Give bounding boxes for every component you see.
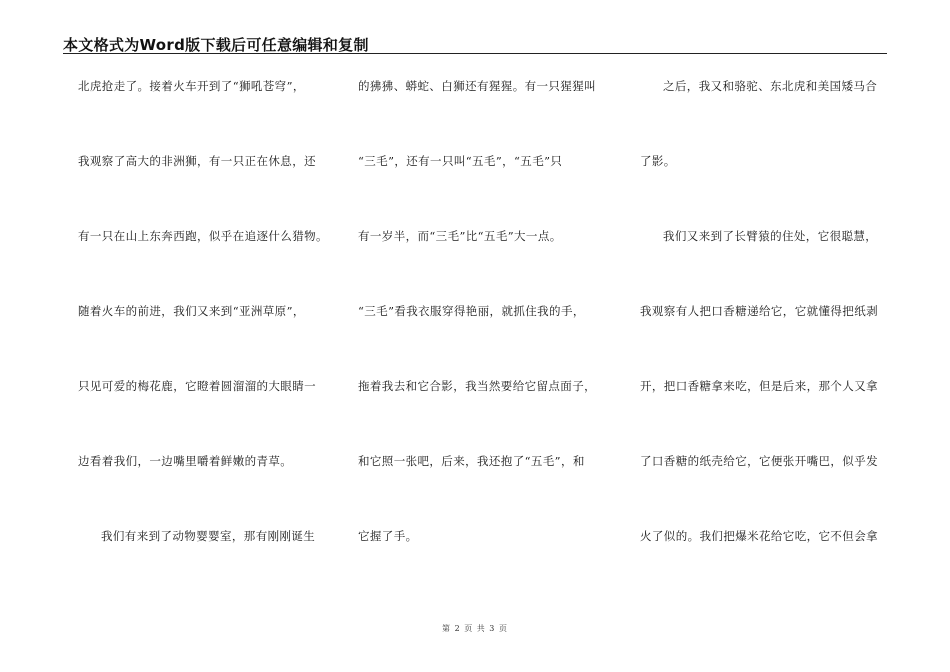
text-line: 了口香糖的纸壳给它，它便张开嘴巴，似乎发 bbox=[640, 454, 878, 468]
text-line: 只见可爱的梅花鹿，它瞪着圆溜溜的大眼睛一 bbox=[78, 379, 316, 393]
page-number-footer: 第 2 页 共 3 页 bbox=[442, 624, 508, 633]
text-line: 有一只在山上东奔西跑，似乎在追逐什么猎物。 bbox=[78, 229, 328, 243]
text-column-1 bbox=[78, 77, 333, 602]
header-divider bbox=[63, 53, 887, 54]
paragraph-start-line: 之后，我又和骆驼、东北虎和美国矮马合 bbox=[663, 79, 878, 93]
text-line: 和它照一张吧，后来，我还抱了“五毛”，和 bbox=[358, 454, 585, 468]
paragraph-start-line: 我们有来到了动物婴婴室，那有刚刚诞生 bbox=[101, 529, 316, 543]
text-line: 我观察了高大的非洲狮，有一只正在休息，还 bbox=[78, 154, 316, 168]
text-line: “三毛”看我衣服穿得艳丽，就抓住我的手， bbox=[358, 304, 585, 318]
text-line: 拖着我去和它合影，我当然要给它留点面子， bbox=[358, 379, 596, 393]
text-line: 火了似的。我们把爆米花给它吃，它不但会拿 bbox=[640, 529, 878, 543]
text-line: 我观察有人把口香糖递给它，它就懂得把纸剥 bbox=[640, 304, 878, 318]
page-header-title: 本文格式为Word版下载后可任意编辑和复制 bbox=[63, 36, 369, 54]
text-line: 开，把口香糖拿来吃，但是后来，那个人又拿 bbox=[640, 379, 878, 393]
text-column-3 bbox=[640, 77, 885, 602]
text-line: “三毛”，还有一只叫“五毛”，“五毛”只 bbox=[358, 154, 563, 168]
text-line: 北虎抢走了。接着火车开到了“狮吼苍穹”， bbox=[78, 79, 305, 93]
text-line: 了影。 bbox=[640, 154, 676, 168]
paragraph-start-line: 我们又来到了长臂猿的住处，它很聪慧， bbox=[663, 229, 878, 243]
text-column-2 bbox=[358, 77, 608, 602]
text-line: 边看着我们，一边嘴里嚼着鲜嫩的青草。 bbox=[78, 454, 293, 468]
text-line: 它握了手。 bbox=[358, 529, 418, 543]
text-line: 有一岁半，而“三毛”比“五毛”大一点。 bbox=[358, 229, 562, 243]
text-line: 的狒狒、蟒蛇、白狮还有猩猩。有一只猩猩叫 bbox=[358, 79, 596, 93]
text-line: 随着火车的前进，我们又来到“亚洲草原”， bbox=[78, 304, 305, 318]
